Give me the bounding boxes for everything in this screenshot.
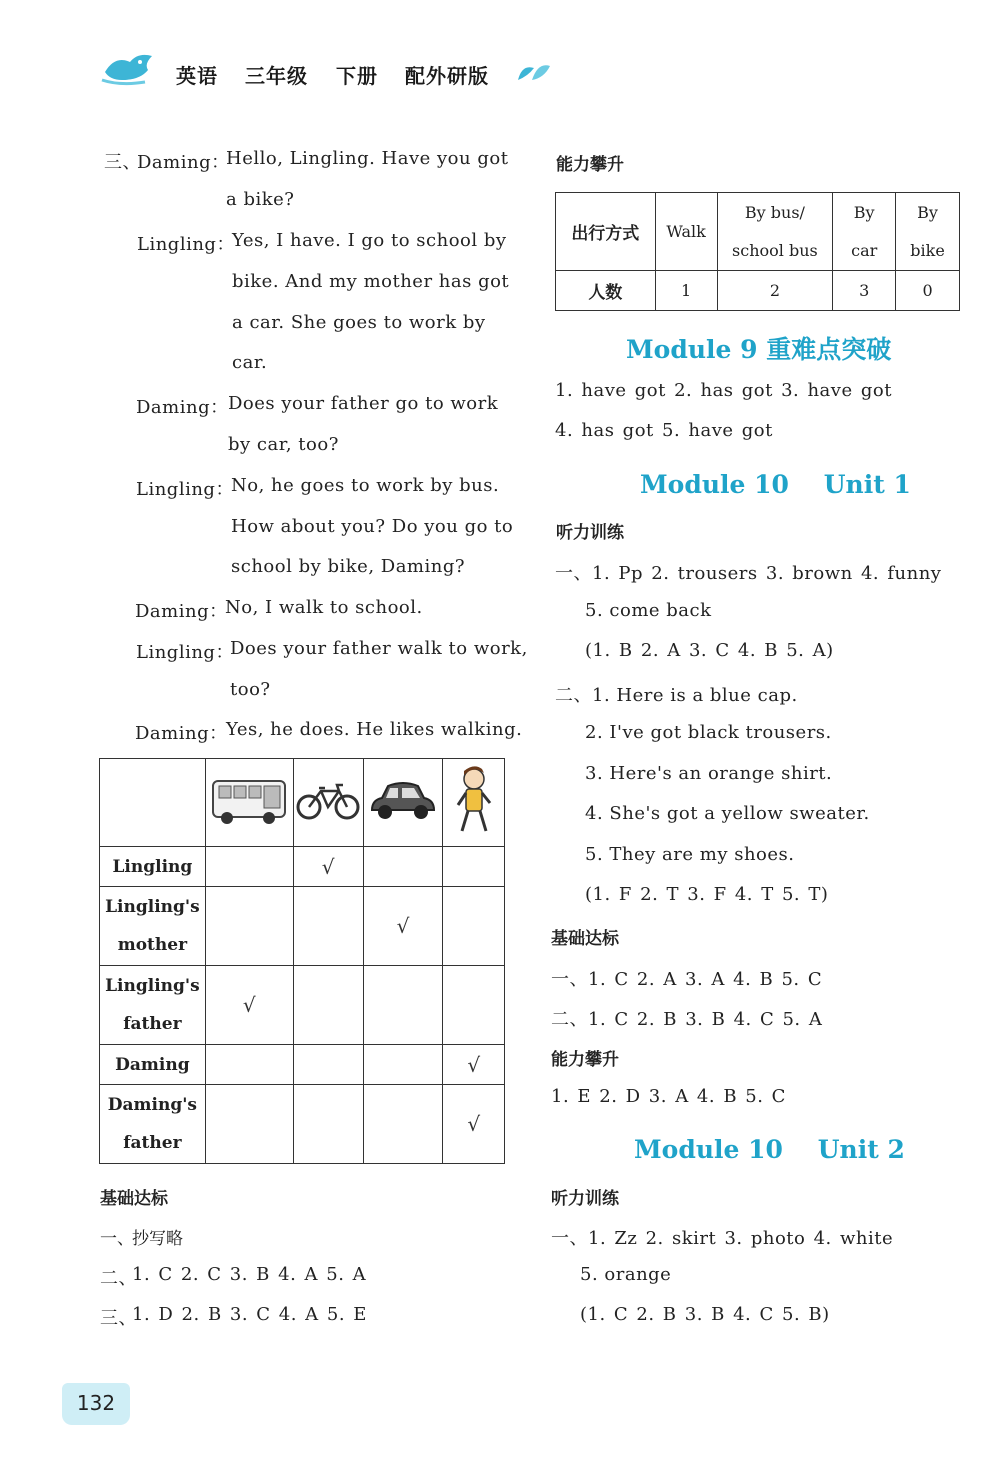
dialogue-line: car. (232, 352, 268, 373)
dialogue-line: too? (230, 679, 271, 700)
tick-cell: √ (443, 1045, 505, 1085)
car-icon (368, 776, 438, 826)
tick-cell (205, 1085, 293, 1164)
section-title: 能力攀升 (551, 1050, 619, 1070)
answer-line: 2. I've got black trousers. (585, 722, 832, 743)
dialogue-line: Yes, I have. I go to school by (232, 230, 507, 251)
answer-line: 1. have got 2. has got 3. have got (555, 380, 892, 401)
module-heading: Module 9 重难点突破 (626, 335, 892, 364)
tick-cell (205, 887, 293, 966)
tick-cell (293, 1045, 363, 1085)
module-heading: Module 10 Unit 1 (640, 470, 911, 499)
bike-icon (295, 779, 361, 823)
row-label-line: father (123, 1133, 182, 1153)
tick-cell (205, 1045, 293, 1085)
tick-cell (363, 1045, 443, 1085)
speaker: Daming： (137, 152, 230, 173)
dialogue-line: No, he goes to work by bus. (231, 475, 500, 496)
header-cell-line: bike (910, 240, 945, 260)
answer-line: 3. Here's an orange shirt. (585, 763, 833, 784)
value-cell: 1 (655, 271, 717, 311)
answer-line: 5. They are my shoes. (585, 844, 795, 865)
table-cell (293, 759, 363, 847)
table-row (100, 966, 505, 1045)
section-title: 能力攀升 (556, 155, 624, 175)
answer-line: (1. B 2. A 3. C 4. B 5. A) (585, 640, 834, 661)
row-label-line: Daming's (107, 1095, 197, 1115)
answer-line: (1. C 2. B 3. B 4. C 5. B) (580, 1304, 830, 1325)
answer-line: 一、1. Zz 2. skirt 3. photo 4. white (551, 1228, 894, 1249)
tick-cell (293, 966, 363, 1045)
header-cell-line: By bus/ (744, 202, 805, 222)
dialogue-line: Yes, he does. He likes walking. (226, 719, 523, 740)
dialogue-line: Does your father walk to work, (230, 638, 528, 659)
value-cell: 2 (717, 271, 833, 311)
speaker: Lingling： (136, 642, 234, 663)
table-row (556, 193, 960, 271)
tick-cell (363, 847, 443, 887)
header-cell-line: car (851, 240, 878, 260)
section-title: 基础达标 (100, 1189, 168, 1209)
module-heading: Module 10 Unit 2 (634, 1135, 905, 1164)
tick-cell (443, 966, 505, 1045)
dialogue-line: by car, too? (228, 434, 339, 455)
value-cell: 3 (833, 271, 896, 311)
table-row (556, 271, 960, 311)
bus-icon (209, 773, 289, 829)
tick-cell: √ (293, 847, 363, 887)
answer-line: 4. She's got a yellow sweater. (585, 803, 870, 824)
tick-cell (293, 887, 363, 966)
row-label (100, 966, 206, 1045)
table-cell (443, 759, 505, 847)
tick-cell (443, 847, 505, 887)
row-label-line: mother (117, 935, 188, 955)
header-cell-line: By (853, 202, 875, 222)
header-cell: 出行方式 (556, 193, 656, 271)
table-cell (205, 759, 293, 847)
dialogue-line: a bike? (226, 189, 295, 210)
answer-line: 4. has got 5. have got (555, 420, 773, 441)
table-row (100, 1045, 505, 1085)
value-cell: 0 (896, 271, 960, 311)
table-row (100, 847, 505, 887)
header-cell: Walk (655, 193, 717, 271)
walking-boy-icon (454, 765, 494, 837)
dialogue-line: bike. And my mother has got (232, 271, 510, 292)
row-label-line: Lingling's (105, 976, 200, 996)
dialogue-line: school by bike, Daming? (231, 556, 466, 577)
header-subject: 英语 (176, 64, 218, 88)
section-title: 基础达标 (551, 929, 619, 949)
row-label (100, 887, 206, 966)
answer-line: 一、1. Pp 2. trousers 3. brown 4. funny (555, 563, 942, 584)
answer-line: 二、1. C 2. B 3. B 4. C 5. A (551, 1009, 823, 1030)
table-row (100, 759, 505, 847)
answer-mark: 二、 (100, 1268, 137, 1289)
bird-logo-icon (100, 50, 160, 86)
tick-cell: √ (443, 1085, 505, 1164)
header-cell-line: By (917, 202, 938, 222)
leaf-icon (516, 62, 552, 84)
speaker: Lingling： (136, 479, 234, 500)
speaker: Daming： (136, 397, 229, 418)
header-edition: 配外研版 (405, 64, 489, 88)
tick-cell: √ (363, 887, 443, 966)
header-cell (896, 193, 960, 271)
tick-cell (205, 847, 293, 887)
header-cell (717, 193, 833, 271)
speaker: Lingling： (137, 234, 235, 255)
dialogue-line: No, I walk to school. (225, 597, 423, 618)
row-label: Daming (100, 1045, 206, 1085)
table-row (100, 887, 505, 966)
header-cell (833, 193, 896, 271)
tick-cell (443, 887, 505, 966)
section-title: 听力训练 (556, 523, 624, 543)
dialogue-line: Does your father go to work (228, 393, 499, 414)
table-cell (363, 759, 443, 847)
dialogue-line: Hello, Lingling. Have you got (226, 148, 509, 169)
tick-cell (293, 1085, 363, 1164)
survey-table (555, 192, 960, 311)
transport-table (99, 758, 505, 1164)
row-label (100, 1085, 206, 1164)
table-row (100, 1085, 505, 1164)
page-number: 132 (62, 1383, 130, 1425)
section-marker: 三、 (104, 152, 141, 173)
answer-line: 1. D 2. B 3. C 4. A 5. E (132, 1304, 367, 1325)
row-label: Lingling (100, 847, 206, 887)
answer-line: 二、1. Here is a blue cap. (555, 685, 798, 706)
header-volume: 下册 (336, 64, 378, 88)
section-title: 听力训练 (551, 1189, 619, 1209)
answer-line: 5. come back (585, 600, 712, 621)
speaker: Daming： (135, 723, 228, 744)
dialogue-line: a car. She goes to work by (232, 312, 486, 333)
answer-line: (1. F 2. T 3. F 4. T 5. T) (585, 884, 829, 905)
tick-cell (363, 966, 443, 1045)
row-label-line: father (123, 1014, 182, 1034)
table-cell (100, 759, 206, 847)
answer-line: 1. C 2. C 3. B 4. A 5. A (132, 1264, 367, 1285)
tick-cell: √ (205, 966, 293, 1045)
row-label-line: Lingling's (105, 897, 200, 917)
answer-line: 5. orange (580, 1264, 672, 1285)
tick-cell (363, 1085, 443, 1164)
answer-line: 一、1. C 2. A 3. A 4. B 5. C (551, 969, 823, 990)
dialogue-line: How about you? Do you go to (231, 516, 514, 537)
speaker: Daming： (135, 601, 228, 622)
header-cell-line: school bus (732, 240, 818, 260)
answer-line: 1. E 2. D 3. A 4. B 5. C (551, 1086, 786, 1107)
row-label: 人数 (556, 271, 656, 311)
answer-mark: 三、 (100, 1308, 137, 1329)
answer-mark: 一、 (100, 1229, 134, 1249)
answer-line: 抄写略 (132, 1229, 183, 1249)
header-grade: 三年级 (245, 64, 308, 88)
